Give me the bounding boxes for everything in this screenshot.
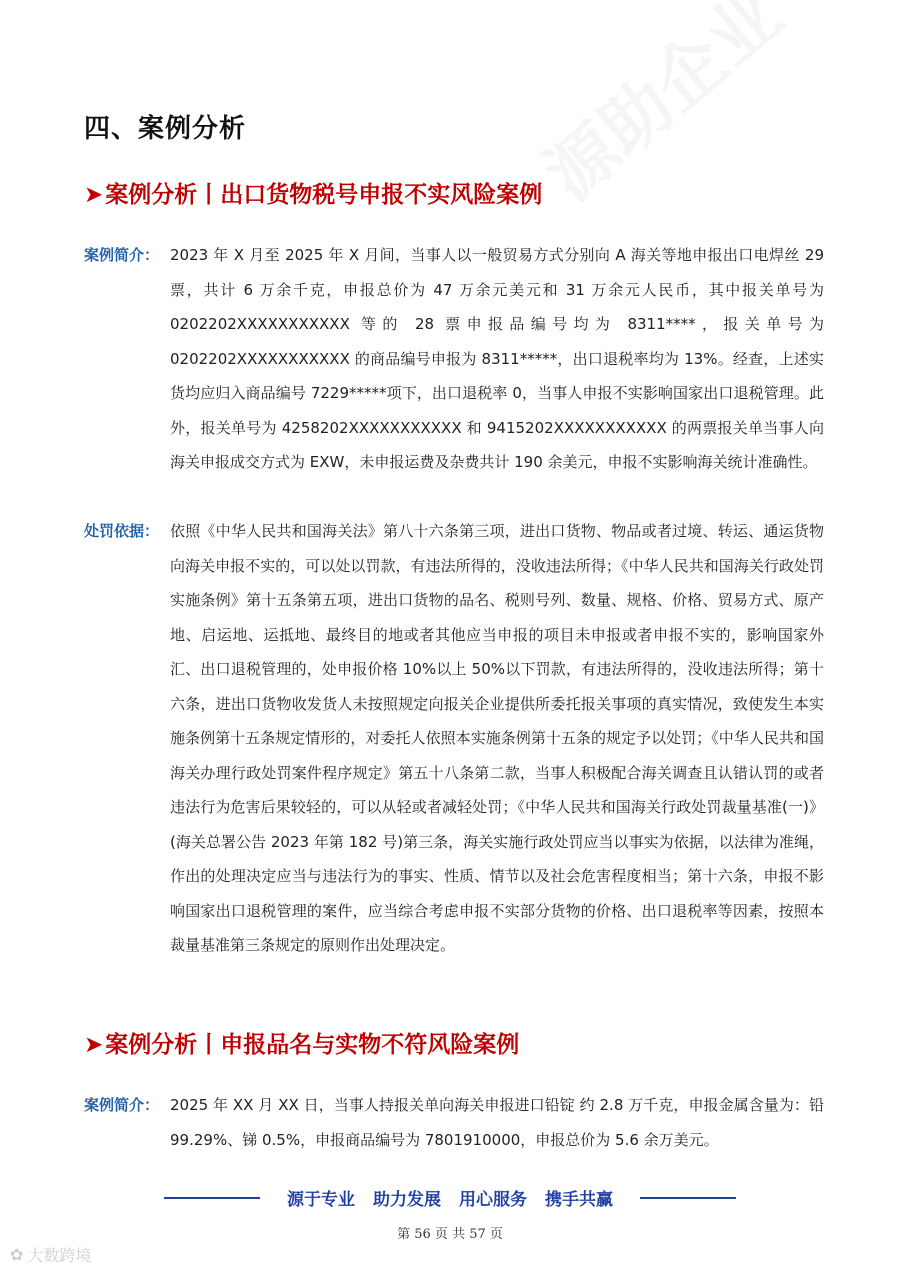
- section-title: 四、案例分析: [84, 114, 247, 144]
- watermark: [520, 0, 799, 219]
- intro-label: 案例简介：: [84, 246, 160, 264]
- case-intro-1: [84, 238, 824, 480]
- basis-label: 处罚依据：: [84, 522, 160, 540]
- intro-text: 2025 年 XX 月 XX 日，当事人持报关单向海关申报进口铅锭 约 2.8 万千克，申报金属含量为：铅 99.29%、锑 0.5%，申报商品编号为 7801910000，申报总价为 5.6 余万美元。: [170, 1096, 824, 1149]
- case-heading-text: 案例分析丨出口货物税号申报不实风险案例: [105, 182, 543, 208]
- slogan-phrase: 助力发展: [373, 1190, 441, 1210]
- brand-name: 大数跨境: [27, 1246, 92, 1265]
- case-heading-1: [84, 176, 542, 209]
- brand-watermark: [10, 1243, 91, 1266]
- footer-slogan: [0, 1185, 900, 1210]
- slogan-phrase: 源于专业: [287, 1190, 355, 1210]
- page-number: 第 56 页 共 57 页: [397, 1227, 503, 1242]
- slogan-phrase: 用心服务: [459, 1190, 527, 1210]
- arrow-icon: ➤: [84, 182, 104, 208]
- case-intro-2: [84, 1088, 824, 1157]
- footer-rule-right: [640, 1197, 736, 1199]
- case-heading-2: [84, 1026, 519, 1059]
- case-basis-1: [84, 514, 824, 963]
- case-heading-text: 案例分析丨申报品名与实物不符风险案例: [105, 1032, 520, 1058]
- intro-label: 案例简介：: [84, 1096, 160, 1114]
- brand-logo-icon: ✿: [10, 1245, 24, 1264]
- footer-rule-left: [164, 1197, 260, 1199]
- slogan-phrase: 携手共赢: [545, 1190, 613, 1210]
- basis-text: 依照《中华人民共和国海关法》第八十六条第三项，进出口货物、物品或者过境、转运、通运货物向海关申报不实的，可以处以罚款，有违法所得的，没收违法所得；《中华人民共和国海关行政处罚实施条例》第十五条第五项，进出口货物的品名、税则号列、数量、规格、价格、贸易方式、原产地、启运地、运抵地、最终目的地或者其他应当申报的项目未申报或者申报不实的，影响国家外汇、出口退税管理的，处申报价格 10%以上 50%以下罚款，有违法所得的，没收违法所得；第十六条，进出口货物收发货人未按照规定向报关企业提供所委托报关事项的真实情况，致使发生本实施条例第十五条规定情形的，对委托人依照本实施条例第十五条的规定予以处罚；《中华人民共和国海关办理行政处罚案件程序规定》第五十八条第二款，当事人积极配合海关调查且认错认罚的或者违法行为危害后果较轻的，可以从轻或者减轻处罚；《中华人民共和国海关行政处罚裁量基准(一)》(海关总署公告 2023 年第 182 号)第三条，海关实施行政处罚应当以事实为依据，以法律为准绳，作出的处理决定应当与违法行为的事实、性质、情节以及社会危害程度相当；第十六条，申报不影响国家出口退税管理的案件，应当综合考虑申报不实部分货物的价格、出口退税率等因素，按照本裁量基准第三条规定的原则作出处理决定。: [170, 522, 824, 954]
- arrow-icon: ➤: [84, 1032, 104, 1058]
- intro-text: 2023 年 X 月至 2025 年 X 月间，当事人以一般贸易方式分别向 A 海关等地申报出口电焊丝 29 票，共计 6 万余千克，申报总价为 47 万余元美元和 31 万余元人民币，其中报关单号为 0202202XXXXXXXXXXX 等的 28 票申报品编号均为 8311****，报关单号为 0202202XXXXXXXXXXX 的商品编号申报为 8311*****，出口退税率均为 13%。经查，上述实货均应归入商品编号 7229*****项下，出口退税率 0，当事人申报不实影响国家出口退税管理。此外，报关单号为 4258202XXXXXXXXXXX 和 9415202XXXXXXXXXXX 的两票报关单当事人向海关申报成交方式为 EXW，未申报运费及杂费共计 190 余美元，申报不实影响海关统计准确性。: [170, 246, 824, 471]
